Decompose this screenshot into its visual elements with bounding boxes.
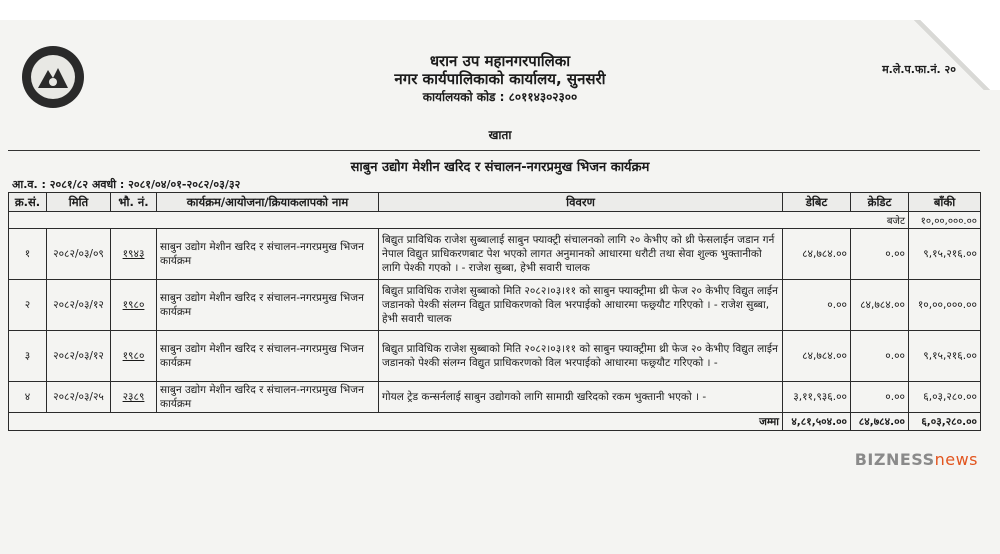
table-row	[9, 331, 981, 382]
row-program: साबुन उद्योग मेशीन खरिद र संचालन-नगरप्रमुख भिजन कार्यक्रम	[157, 331, 379, 382]
row-date: २०८२/०३/०९	[47, 229, 111, 280]
org-name: धरान उप महानगरपालिका	[429, 52, 571, 70]
row-voucher: १९८०	[111, 331, 157, 382]
fiscal-period: आ.व. : २०८१/८२ अवधी : २०८१/०४/०१-२०८२/०३/३२	[12, 178, 241, 191]
row-description: बिद्युत प्राविधिक राजेश सुब्बाको मिति २०८२।०३।११ को साबुन फ्याक्ट्रीमा थ्री फेज २० केभीए विद्युत लाईन जडानको पेश्की संलग्न विद्युत प्राधिकरणको विल भरपाईको आधारमा फछ्र्यौट गरिएको । -	[379, 331, 783, 382]
row-balance: १०,००,०००.००	[909, 280, 981, 331]
watermark-b: B	[854, 450, 868, 469]
row-sn: २	[9, 280, 47, 331]
row-program: साबुन उद्योग मेशीन खरिद र संचालन-नगरप्रमुख भिजन कार्यक्रम	[157, 382, 379, 413]
ledger-table	[8, 192, 981, 431]
row-debit: ०.००	[783, 280, 851, 331]
row-credit: ०.००	[851, 229, 909, 280]
row-sn: १	[9, 229, 47, 280]
budget-row	[9, 212, 981, 229]
total-credit: ८४,७८४.००	[851, 413, 909, 431]
row-balance: ९,१५,२१६.००	[909, 229, 981, 280]
government-emblem-icon	[22, 46, 84, 108]
row-date: २०८२/०३/२५	[47, 382, 111, 413]
total-debit: ४,८१,५०४.००	[783, 413, 851, 431]
budget-label: बजेट	[9, 212, 909, 229]
office-name: नगर कार्यपालिकाको कार्यालय, सुनसरी	[394, 70, 606, 88]
row-credit: ८४,७८४.००	[851, 280, 909, 331]
col-header-program: कार्यक्रम/आयोजना/क्रियाकलापको नाम	[157, 193, 379, 212]
row-debit: ३,११,९३६.००	[783, 382, 851, 413]
table-row	[9, 382, 981, 413]
ledger-subject: साबुन उद्योग मेशीन खरिद र संचालन-नगरप्रमुख भिजन कार्यक्रम	[350, 160, 650, 175]
row-description: गोयल ट्रेड कन्सर्नलाई साबुन उद्योगको लागि सामाग्री खरिदको रकम भुक्तानी भएको । -	[379, 382, 783, 413]
row-date: २०८२/०३/१२	[47, 331, 111, 382]
form-number: म.ले.प.फा.नं. २०	[882, 63, 956, 76]
watermark-news: news	[934, 450, 978, 469]
table-header-row	[9, 193, 981, 212]
document-header	[330, 52, 670, 106]
col-header-debit: डेबिट	[783, 193, 851, 212]
document-title: खाता	[488, 128, 512, 142]
row-date: २०८२/०३/१२	[47, 280, 111, 331]
page-corner-fold	[910, 20, 1000, 90]
watermark-izness: IZNESS	[867, 450, 935, 469]
col-header-balance: बाँकी	[909, 193, 981, 212]
col-header-sn: क्र.सं.	[9, 193, 47, 212]
row-program: साबुन उद्योग मेशीन खरिद र संचालन-नगरप्रमुख भिजन कार्यक्रम	[157, 280, 379, 331]
total-row	[9, 413, 981, 431]
office-code: कार्यालयको कोड : ८०११४३०२३००	[422, 90, 578, 104]
row-voucher: १९४३	[111, 229, 157, 280]
row-voucher: १९८०	[111, 280, 157, 331]
row-sn: ४	[9, 382, 47, 413]
table-row	[9, 229, 981, 280]
row-debit: ८४,७८४.००	[783, 229, 851, 280]
row-program: साबुन उद्योग मेशीन खरिद र संचालन-नगरप्रमुख भिजन कार्यक्रम	[157, 229, 379, 280]
col-header-date: मिति	[47, 193, 111, 212]
row-balance: ६,०३,२८०.००	[909, 382, 981, 413]
table-row	[9, 280, 981, 331]
row-description: बिद्युत प्राविधिक राजेश सुब्बाको मिति २०८२।०३।११ को साबुन फ्याक्ट्रीमा थ्री फेज २० केभीए विद्युत लाईन जडानको पेश्की संलग्न विद्युत प्राधिकरणको विल भरपाईको आधारमा फछ्र्यौट गरिएको । - राजेश सुब्बा, हेभी सवारी चालक	[379, 280, 783, 331]
row-sn: ३	[9, 331, 47, 382]
biznessnews-watermark	[855, 450, 978, 469]
row-balance: ९,१५,२१६.००	[909, 331, 981, 382]
header-divider	[8, 150, 980, 151]
row-credit: ०.००	[851, 382, 909, 413]
row-credit: ०.००	[851, 331, 909, 382]
budget-value: १०,००,०००.००	[909, 212, 981, 229]
row-voucher: २३८९	[111, 382, 157, 413]
row-description: बिद्युत प्राविधिक राजेश सुब्बालाई साबुन फ्याक्ट्री संचालनको लागि २० केभीए को थ्री फेसलाईन जडान गर्न नेपाल विद्युत प्राधिकरणबाट पेश भएको लागत अनुमानको आधारमा धरौटी तथा सेवा शुल्क भुक्तानीको लागि पेश्की गएको । - राजेश सुब्बा, हेभी सवारी चालक	[379, 229, 783, 280]
total-balance: ६,०३,२८०.००	[909, 413, 981, 431]
col-header-credit: क्रेडिट	[851, 193, 909, 212]
col-header-description: विवरण	[379, 193, 783, 212]
row-debit: ८४,७८४.००	[783, 331, 851, 382]
col-header-voucher: भौ. नं.	[111, 193, 157, 212]
total-label: जम्मा	[9, 413, 783, 431]
